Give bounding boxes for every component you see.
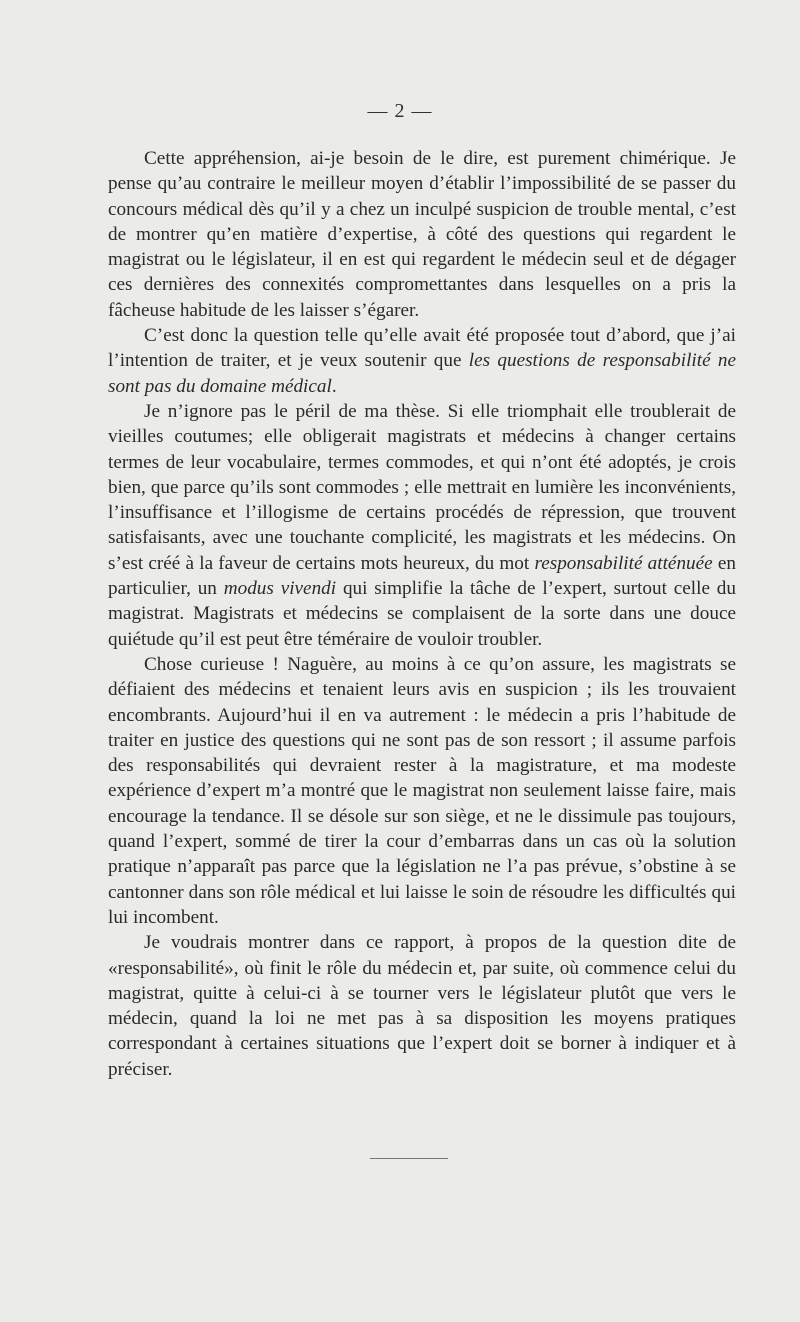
paragraph-text: Chose curieuse ! Naguère, au moins à ce qu’on assure, les magistrats se défiaient des médecins et tenaient leurs avis en suspicion ; ils les trouvaient encombrants. Aujourd’hui il en va autrement : le médecin a pris l’habitude de traiter en justice des questions qui ne sont pas de son ressort ; il assume parfois des responsabilités qui devraient rester à la magistrature, et ma modeste expérience d’expert m’a montré que le magistrat non seulement laisse faire, mais encourage la tendance. Il se désole sur son siège, et ne le dissimule pas toujours, quand l’expert, sommé de tirer la cour d’embarras dans un cas où la solution pratique n’apparaît pas parce que la législation ne l’a pas prévue, s’obstine à se cantonner dans son rôle médical et lui laisse le soin de résoudre les difficultés qui lui incombent. (108, 653, 736, 928)
paragraph-text: en particulier, un (108, 552, 736, 600)
end-rule-divider (370, 1158, 448, 1159)
italic-phrase: les questions de responsabilité ne sont pas du domaine médical (108, 350, 736, 397)
paragraph (108, 930, 736, 1082)
paragraph (108, 146, 736, 323)
italic-phrase: modus vivendi (223, 578, 337, 600)
paragraph (108, 399, 736, 652)
paragraph-text: qui simplifie la tâche de l’expert, surtout celle du magistrat. Magistrats et médecins se complaisent de la sorte dans une douce quiétude qu’il est peut être téméraire de vouloir troubler. (108, 578, 736, 650)
paragraph-text: . (331, 375, 337, 397)
paragraph-text: Cette appréhension, ai-je besoin de le dire, est purement chimérique. Je pense qu’au contraire le meilleur moyen d’établir l’impossibilité de se passer du concours médical dès qu’il y a chez un inculpé suspicion de trouble mental, c’est de montrer qu’en matière d’expertise, à côté des questions qui regardent le magistrat ou le législateur, il en est qui regardent le médecin seul et de dégager ces dernières des connexités compromettantes dans lesquelles on a pris la fâcheuse habitude de les laisser s’égarer. (108, 148, 736, 321)
paragraph-text: C’est donc la question telle qu’elle avait été proposée tout d’abord, que j’ai l’intention de traiter, et je veux soutenir que (108, 325, 736, 372)
body-text (108, 146, 736, 1082)
italic-phrase: responsabilité atténuée (534, 552, 713, 574)
paragraph-text: Je n’ignore pas le péril de ma thèse. Si elle triomphait elle troublerait de vieilles coutumes; elle obligerait magistrats et médecins à changer certains termes de leur vocabulaire, termes commodes, et qui n’ont été adoptés, je crois bien, que parce qu’ils sont commodes ; elle mettrait en lumière les inconvénients, l’insuffisance et l’illogisme de certains procédés de répression, que trouvent satisfaisants, avec une touchante complicité, les magistrats et les médecins. On s’est créé à la faveur de certains mots heureux, du mot (108, 400, 736, 574)
paragraph (108, 323, 736, 399)
paragraph-text: Je voudrais montrer dans ce rapport, à propos de la question dite de «responsabilité», où finit le rôle du médecin et, par suite, où commence celui du magistrat, quitte à celui-ci à se tourner vers le législateur plutôt que vers le médecin, quand la loi ne met pas à sa disposition les moyens pratiques correspondant à certaines situations que l’expert doit se borner à indiquer et à préciser. (108, 932, 736, 1080)
page-number: — 2 — (367, 100, 433, 122)
paragraph (108, 652, 736, 930)
